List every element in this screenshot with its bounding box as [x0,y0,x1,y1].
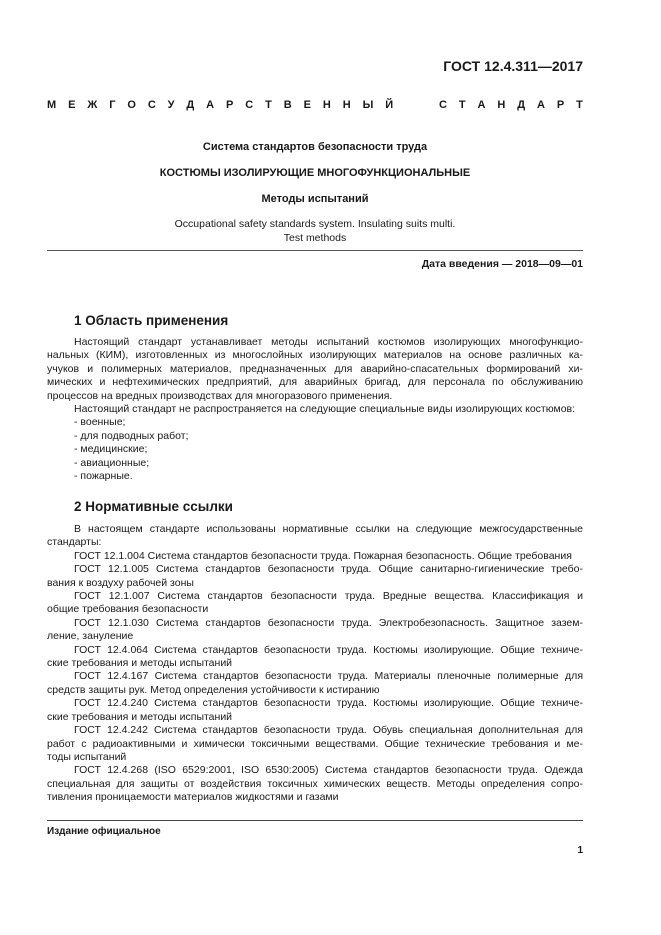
references-intro-line: стандарты: [47,536,102,549]
header-divider [47,250,583,251]
reference-entry-line: средств защиты рук. Метод определения устойчивости к истиранию [47,683,380,696]
document-subtitle: Методы испытаний [261,193,369,205]
scope-paragraph-line: процессов на вредных производствах для многоразового применения. [47,389,393,402]
reference-entry-line: ские требования и методы испытаний [47,710,233,723]
banner-gap [405,99,427,111]
english-title-line: Occupational safety standards system. Insulating suits multi. [174,218,456,230]
references-intro-line: В настоящем стандарте использованы нормативные ссылки на следующие межгосударственные [74,523,583,535]
scope-paragraph-line: мических и нефтехимических предприятий, для аварийных бригад, для персонала по обслуживанию [47,376,583,389]
banner-letter: Ы [362,99,374,111]
banner-letter: В [283,99,292,111]
scope-paragraph-line: Настоящий стандарт устанавливает методы испытаний костюмов изолирующих многофункцио- [74,336,583,348]
scope-exclusion-line: Настоящий стандарт не распространяется на следующие специальные виды изолирующих костюмов: [74,403,576,416]
document-title: КОСТЮМЫ ИЗОЛИРУЮЩИЕ МНОГОФУНКЦИОНАЛЬНЫЕ [159,167,471,179]
reference-entry-line: работ с радиоактивными и химически токсичными веществами. Общие технические требования и ме- [47,737,583,750]
banner-letter: М [47,99,57,111]
banner-letter: А [536,99,545,111]
banner-letter: Т [265,99,272,111]
page-number: 1 [577,845,583,856]
scope-paragraph-line: учуков и полимерных материалов, предназначенных для аварийно-спасательных формирований хи- [47,362,583,375]
reference-entry-line: вания к воздуху рабочей зоны [47,576,194,589]
section-references-body [47,523,583,805]
reference-entry-line: общие требования безопасности [47,603,209,616]
section-heading-references: 2 Нормативные ссылки [74,499,233,514]
english-title-line: Test methods [283,232,347,244]
reference-entry-line: тивления проницаемости материалов жидкостями и газами [47,791,339,804]
banner-letter: С [245,99,254,111]
reference-entry-line: специальная для защиты от воздействия токсичных химических веществ. Методы определения сопро- [47,777,583,790]
banner-letter: Т [458,99,466,111]
scope-exclusion-item: - военные; [74,416,126,429]
banner-letter: Р [556,99,565,111]
reference-entry-line: ГОСТ 12.4.240 Система стандартов безопасности труда. Костюмы изолирующие. Общие техниче- [74,697,583,710]
section-heading-scope: 1 Область применения [74,313,229,328]
reference-entry-line: ГОСТ 12.1.007 Система стандартов безопасности труда. Вредные вещества. Классификация и [74,590,583,603]
reference-entry-line: ГОСТ 12.1.030 Система стандартов безопасности труда. Электробезопасность. Защитное зазем- [74,616,583,629]
banner-letter: У [167,99,175,111]
reference-entry-line: ские требования и методы испытаний [47,657,233,670]
reference-entry-line: ГОСТ 12.1.005 Система стандартов безопасности труда. Общие санитарно-гигиенические требо- [74,563,583,576]
banner-letter: С [147,99,156,111]
reference-entry-line: ГОСТ 12.4.064 Система стандартов безопасности труда. Костюмы изолирующие. Общие техниче- [74,643,583,656]
banner-letter: Е [68,99,76,111]
interstate-standard-banner [47,99,583,111]
reference-entry-line: ГОСТ 12.4.242 Система стандартов безопасности труда. Обувь специальная дополнительная для [74,724,583,737]
scope-exclusion-item: - медицинские; [74,443,148,456]
banner-letter: А [206,99,215,111]
footer-divider [47,820,583,821]
section-scope-body [47,336,583,483]
banner-letter: А [477,99,486,111]
introduction-date: Дата введения — 2018—09—01 [421,258,583,270]
banner-letter: Е [303,99,311,111]
banner-letter: Г [109,99,116,111]
banner-letter: Р [226,99,234,111]
banner-letter: Н [322,99,331,111]
reference-entry-line: ГОСТ 12.1.004 Система стандартов безопасности труда. Пожарная безопасность. Общие требования [74,549,572,562]
banner-letter: Д [517,99,526,111]
scope-exclusion-item: - авиационные; [74,456,150,469]
banner-letter: О [127,99,136,111]
banner-letter: Д [186,99,195,111]
reference-entry-line: ление, зануление [47,630,134,643]
banner-letter: Ж [87,99,98,111]
banner-letter: Н [342,99,351,111]
banner-letter: Н [497,99,506,111]
scope-exclusion-item: - пожарные. [74,470,133,483]
banner-letter: Т [576,99,583,111]
official-edition-label: Издание официальное [47,826,161,837]
english-title [47,217,583,245]
reference-entry-line: ГОСТ 12.4.268 (ISO 6529:2001, ISO 6530:2005) Система стандартов безопасности труда. Одежда [74,764,583,777]
standard-number: ГОСТ 12.4.311—2017 [443,58,583,74]
scope-exclusion-item: - для подводных работ; [74,429,189,442]
reference-entry-line: тоды испытаний [47,750,127,763]
banner-letter: Й [385,99,394,111]
system-title: Система стандартов безопасности труда [202,141,428,153]
reference-entry-line: ГОСТ 12.4.167 Система стандартов безопасности труда. Материалы пленочные полимерные для [74,670,583,683]
scope-paragraph-line: нальных (КИМ), изготовленных из многослойных изолирующих материалов на основе различных ка- [47,349,583,362]
banner-letter: С [439,99,447,111]
